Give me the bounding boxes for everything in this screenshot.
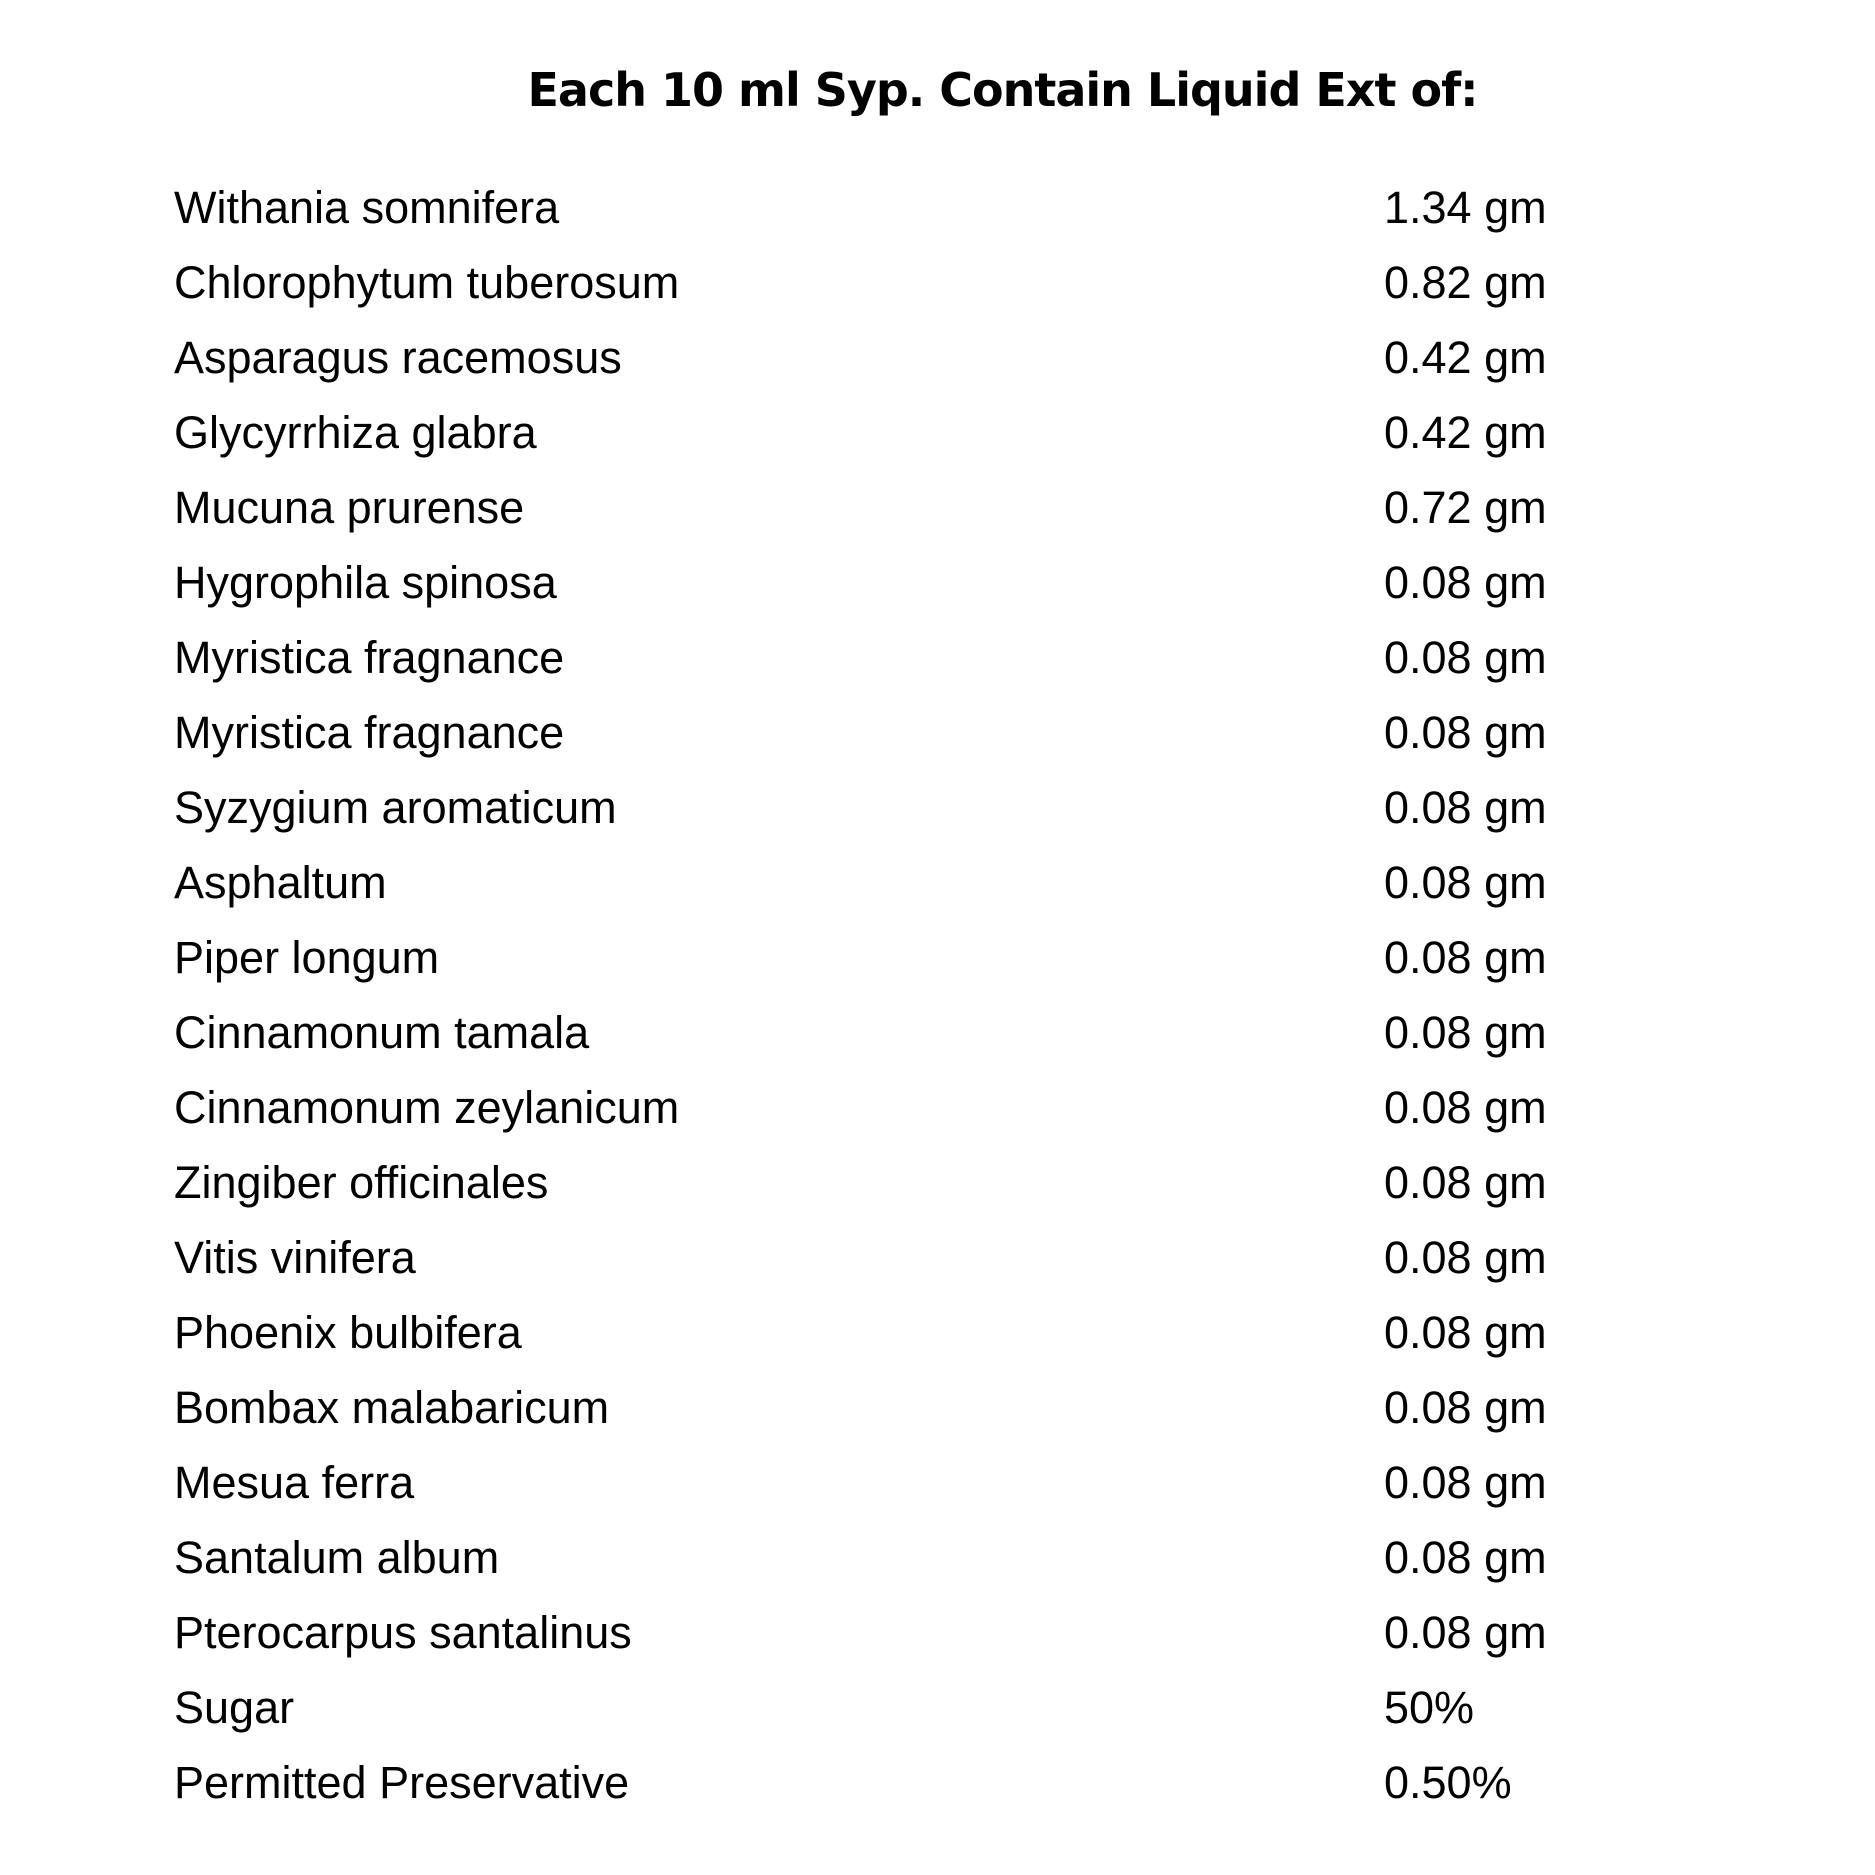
ingredient-name: Glycyrrhiza glabra [174, 407, 537, 458]
list-item [174, 1445, 1674, 1520]
ingredient-amount: 0.08 gm [1384, 632, 1547, 683]
ingredient-amount: 0.42 gm [1384, 407, 1547, 458]
ingredient-name: Cinnamonum tamala [174, 1007, 590, 1058]
ingredient-name: Bombax malabaricum [174, 1382, 610, 1433]
ingredient-amount: 0.08 gm [1384, 932, 1547, 983]
list-item [174, 995, 1674, 1070]
ingredient-amount: 0.08 gm [1384, 782, 1547, 833]
list-item [174, 845, 1674, 920]
ingredient-name: Myristica fragnance [174, 707, 565, 758]
list-item [174, 470, 1674, 545]
ingredient-name: Myristica fragnance [174, 632, 565, 683]
ingredient-name: Vitis vinifera [174, 1232, 416, 1283]
ingredient-amount: 0.08 gm [1384, 1007, 1547, 1058]
list-item [174, 395, 1674, 470]
ingredient-name: Withania somnifera [174, 182, 560, 233]
ingredient-amount: 0.08 gm [1384, 1607, 1547, 1658]
list-item [174, 1595, 1674, 1670]
ingredient-amount: 0.08 gm [1384, 557, 1547, 608]
list-item [174, 1070, 1674, 1145]
ingredient-name: Hygrophila spinosa [174, 557, 557, 608]
ingredient-amount: 0.08 gm [1384, 707, 1547, 758]
ingredient-list [174, 170, 1674, 1820]
ingredient-amount: 0.72 gm [1384, 482, 1547, 533]
list-item [174, 1220, 1674, 1295]
list-item [174, 1145, 1674, 1220]
ingredient-name: Permitted Preservative [174, 1757, 630, 1808]
ingredient-name: Sugar [174, 1682, 295, 1733]
ingredient-amount: 0.08 gm [1384, 1307, 1547, 1358]
list-item [174, 1745, 1674, 1820]
list-item [174, 920, 1674, 995]
list-item [174, 1670, 1674, 1745]
ingredient-amount: 0.08 gm [1384, 857, 1547, 908]
ingredient-name: Pterocarpus santalinus [174, 1607, 632, 1658]
ingredient-name: Phoenix bulbifera [174, 1307, 522, 1358]
ingredient-amount: 0.08 gm [1384, 1157, 1547, 1208]
ingredient-amount: 0.08 gm [1384, 1532, 1547, 1583]
list-item [174, 1520, 1674, 1595]
list-item [174, 620, 1674, 695]
ingredient-name: Piper longum [174, 932, 440, 983]
ingredient-amount: 0.08 gm [1384, 1382, 1547, 1433]
ingredient-amount: 0.42 gm [1384, 332, 1547, 383]
ingredient-amount: 50% [1384, 1682, 1475, 1733]
list-item [174, 1295, 1674, 1370]
list-item [174, 170, 1674, 245]
list-item [174, 545, 1674, 620]
ingredient-name: Santalum album [174, 1532, 500, 1583]
ingredient-name: Zingiber officinales [174, 1157, 549, 1208]
ingredient-name: Cinnamonum zeylanicum [174, 1082, 680, 1133]
list-item [174, 245, 1674, 320]
ingredient-name: Asparagus racemosus [174, 332, 622, 383]
ingredient-amount: 1.34 gm [1384, 182, 1547, 233]
list-item [174, 1370, 1674, 1445]
ingredient-amount: 0.08 gm [1384, 1082, 1547, 1133]
list-item [174, 695, 1674, 770]
ingredient-amount: 0.82 gm [1384, 257, 1547, 308]
ingredient-name: Mucuna prurense [174, 482, 525, 533]
list-item [174, 770, 1674, 845]
ingredient-amount: 0.50% [1384, 1757, 1512, 1808]
ingredient-amount: 0.08 gm [1384, 1457, 1547, 1508]
ingredient-name: Mesua ferra [174, 1457, 415, 1508]
ingredient-name: Asphaltum [174, 857, 387, 908]
ingredient-amount: 0.08 gm [1384, 1232, 1547, 1283]
page-title: Each 10 ml Syp. Contain Liquid Ext of: [527, 63, 1478, 117]
list-item [174, 320, 1674, 395]
ingredient-name: Chlorophytum tuberosum [174, 257, 680, 308]
ingredient-name: Syzygium aromaticum [174, 782, 617, 833]
